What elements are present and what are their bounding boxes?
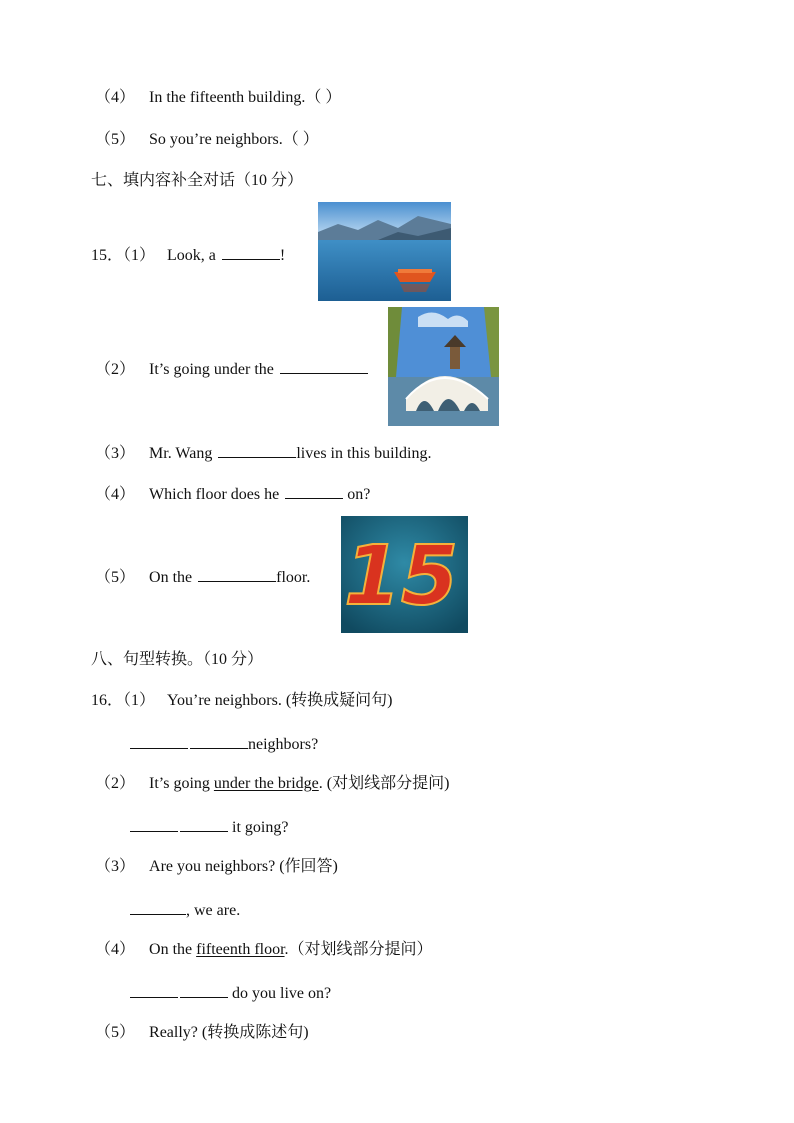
answer-blank[interactable] <box>180 982 228 998</box>
item-before: Look, a <box>167 247 220 264</box>
underlined-phrase: under the bridge <box>213 775 319 792</box>
number-fifteen-icon <box>341 516 468 633</box>
item-pre: You’re neighbors. <box>167 692 286 709</box>
item-number: （2） <box>95 775 136 792</box>
answer-after: neighbors? <box>248 736 319 753</box>
answer-blank[interactable] <box>130 982 178 998</box>
item-number: （1） <box>123 692 156 709</box>
answer-blank[interactable] <box>222 244 280 260</box>
item-number: （5） <box>95 569 136 586</box>
fifteen-label: 15 <box>343 529 459 624</box>
item-number: （4） <box>95 89 136 106</box>
item-post: (转换成疑问句) <box>285 692 393 709</box>
s8-answer-4 <box>130 982 331 1004</box>
item-number: （4） <box>95 486 136 503</box>
s8-item-2 <box>95 774 449 794</box>
s8-item-1 <box>91 691 393 711</box>
answer-blank[interactable] <box>130 816 178 832</box>
s8-item-4 <box>95 940 433 960</box>
item-before: On the <box>149 569 197 586</box>
item-number: （5） <box>95 1024 136 1041</box>
answer-after: , we are. <box>186 902 241 919</box>
answer-blank[interactable] <box>130 899 186 915</box>
item-post: .（对划线部分提问） <box>284 941 433 958</box>
answer-blank[interactable] <box>285 483 343 499</box>
s7-item-2 <box>95 358 368 380</box>
item-after: lives in this building. <box>296 445 432 462</box>
answer-blank[interactable] <box>190 733 248 749</box>
bridge-icon <box>388 307 499 426</box>
item-before: Mr. Wang <box>149 445 217 462</box>
answer-after: it going? <box>228 819 289 836</box>
answer-blank[interactable] <box>218 442 296 458</box>
item-post: . (对划线部分提问) <box>318 775 450 792</box>
item-after: ! <box>279 247 286 264</box>
item-pre: On the <box>149 941 197 958</box>
question-number: 16． <box>91 692 124 709</box>
boat-icon <box>318 202 451 301</box>
s8-answer-2 <box>130 816 288 838</box>
section7-heading: 七、填内容补全对话（10 分） <box>91 172 304 189</box>
item-number: （1） <box>123 247 156 264</box>
answer-blank[interactable] <box>180 816 228 832</box>
item-pre: It’s going <box>149 775 214 792</box>
section8-heading: 八、句型转换。（10 分） <box>91 651 264 668</box>
s7-item-1 <box>91 244 285 266</box>
s8-answer-1 <box>130 733 318 755</box>
item-before: It’s going under the <box>149 361 278 378</box>
item-number: （4） <box>95 941 136 958</box>
item-text: So you’re neighbors.（ ） <box>149 131 319 148</box>
s7-item-5 <box>95 566 310 588</box>
underlined-phrase: fifteenth floor <box>196 941 285 958</box>
item-text: In the fifteenth building.（ ） <box>149 89 342 106</box>
bridge-image <box>388 307 499 426</box>
s8-answer-3 <box>130 899 240 921</box>
s8-item-3 <box>95 857 338 877</box>
fifteen-image <box>341 516 468 633</box>
s7-item-3 <box>95 442 431 464</box>
item-number: （3） <box>95 858 136 875</box>
question-number: 15． <box>91 247 124 264</box>
item-pre: Really? <box>149 1024 202 1041</box>
item-after: on? <box>343 486 371 503</box>
item-pre: Are you neighbors? <box>149 858 280 875</box>
answer-blank[interactable] <box>198 566 276 582</box>
item-number: （2） <box>95 361 136 378</box>
item-number: （5） <box>95 131 136 148</box>
q6-item-4 <box>95 88 341 108</box>
item-post: (作回答) <box>279 858 338 875</box>
item-before: Which floor does he <box>149 486 284 503</box>
answer-blank[interactable] <box>280 358 368 374</box>
item-post: (转换成陈述句) <box>201 1024 309 1041</box>
s8-item-5 <box>95 1023 309 1043</box>
answer-after: do you live on? <box>228 985 332 1002</box>
boat-image <box>318 202 451 301</box>
q6-item-5 <box>95 130 319 150</box>
item-after: floor. <box>276 569 311 586</box>
item-number: （3） <box>95 445 136 462</box>
answer-blank[interactable] <box>130 733 188 749</box>
s7-item-4 <box>95 483 370 505</box>
